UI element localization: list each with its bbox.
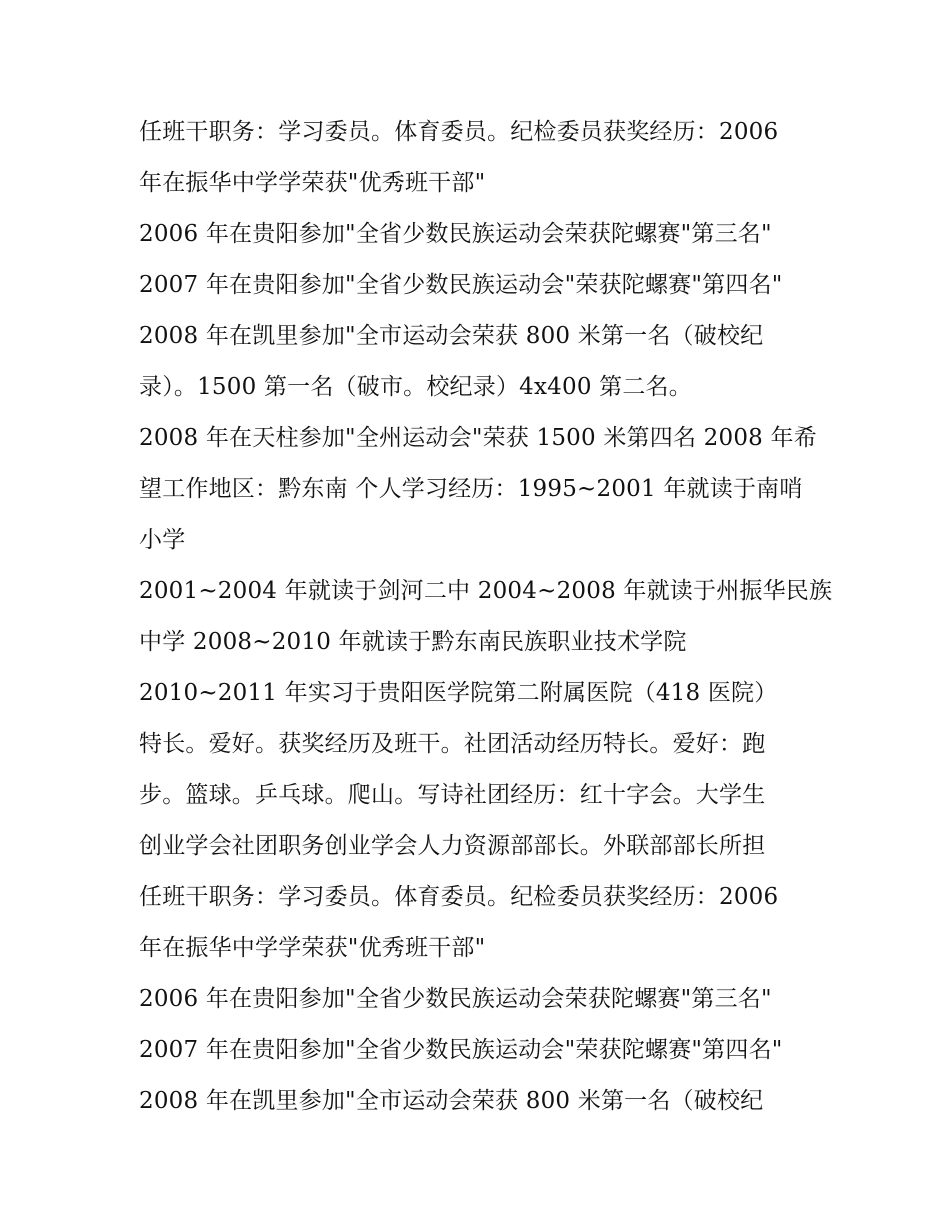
text-line: 2010~2011 年实习于贵阳医学院第二附属医院（418 医院） (139, 680, 778, 706)
document-body (139, 107, 833, 1127)
text-line: 年在振华中学学荣获"优秀班干部" (139, 170, 486, 196)
text-line: 年在振华中学学荣获"优秀班干部" (139, 935, 486, 961)
text-line: 中学 2008~2010 年就读于黔东南民族职业技术学院 (139, 629, 687, 655)
text-line: 任班干职务：学习委员。体育委员。纪检委员获奖经历：2006 (139, 884, 779, 910)
text-line: 2007 年在贵阳参加"全省少数民族运动会"荣获陀螺赛"第四名" (139, 1037, 783, 1063)
text-line: 2001~2004 年就读于剑河二中 2004~2008 年就读于州振华民族 (139, 578, 833, 604)
text-line: 2006 年在贵阳参加"全省少数民族运动会荣获陀螺赛"第三名" (139, 986, 772, 1012)
text-line: 创业学会社团职务创业学会人力资源部部长。外联部部长所担 (139, 833, 766, 859)
text-line: 小学 (139, 527, 186, 553)
text-line: 2008 年在凯里参加"全市运动会荣获 800 米第一名（破校纪 (139, 323, 764, 349)
text-line: 步。篮球。乒乓球。爬山。写诗社团经历：红十字会。大学生 (139, 782, 766, 808)
text-line: 特长。爱好。获奖经历及班干。社团活动经历特长。爱好：跑 (139, 731, 766, 757)
text-line: 2008 年在凯里参加"全市运动会荣获 800 米第一名（破校纪 (139, 1088, 764, 1114)
text-line: 2006 年在贵阳参加"全省少数民族运动会荣获陀螺赛"第三名" (139, 221, 772, 247)
text-line: 望工作地区：黔东南 个人学习经历：1995~2001 年就读于南哨 (139, 476, 803, 502)
text-line: 录）。1500 第一名（破市。校纪录）4x400 第二名。 (139, 374, 692, 400)
text-line: 2007 年在贵阳参加"全省少数民族运动会"荣获陀螺赛"第四名" (139, 272, 783, 298)
text-line: 2008 年在天柱参加"全州运动会"荣获 1500 米第四名 2008 年希 (139, 425, 817, 451)
text-line: 任班干职务：学习委员。体育委员。纪检委员获奖经历：2006 (139, 119, 779, 145)
